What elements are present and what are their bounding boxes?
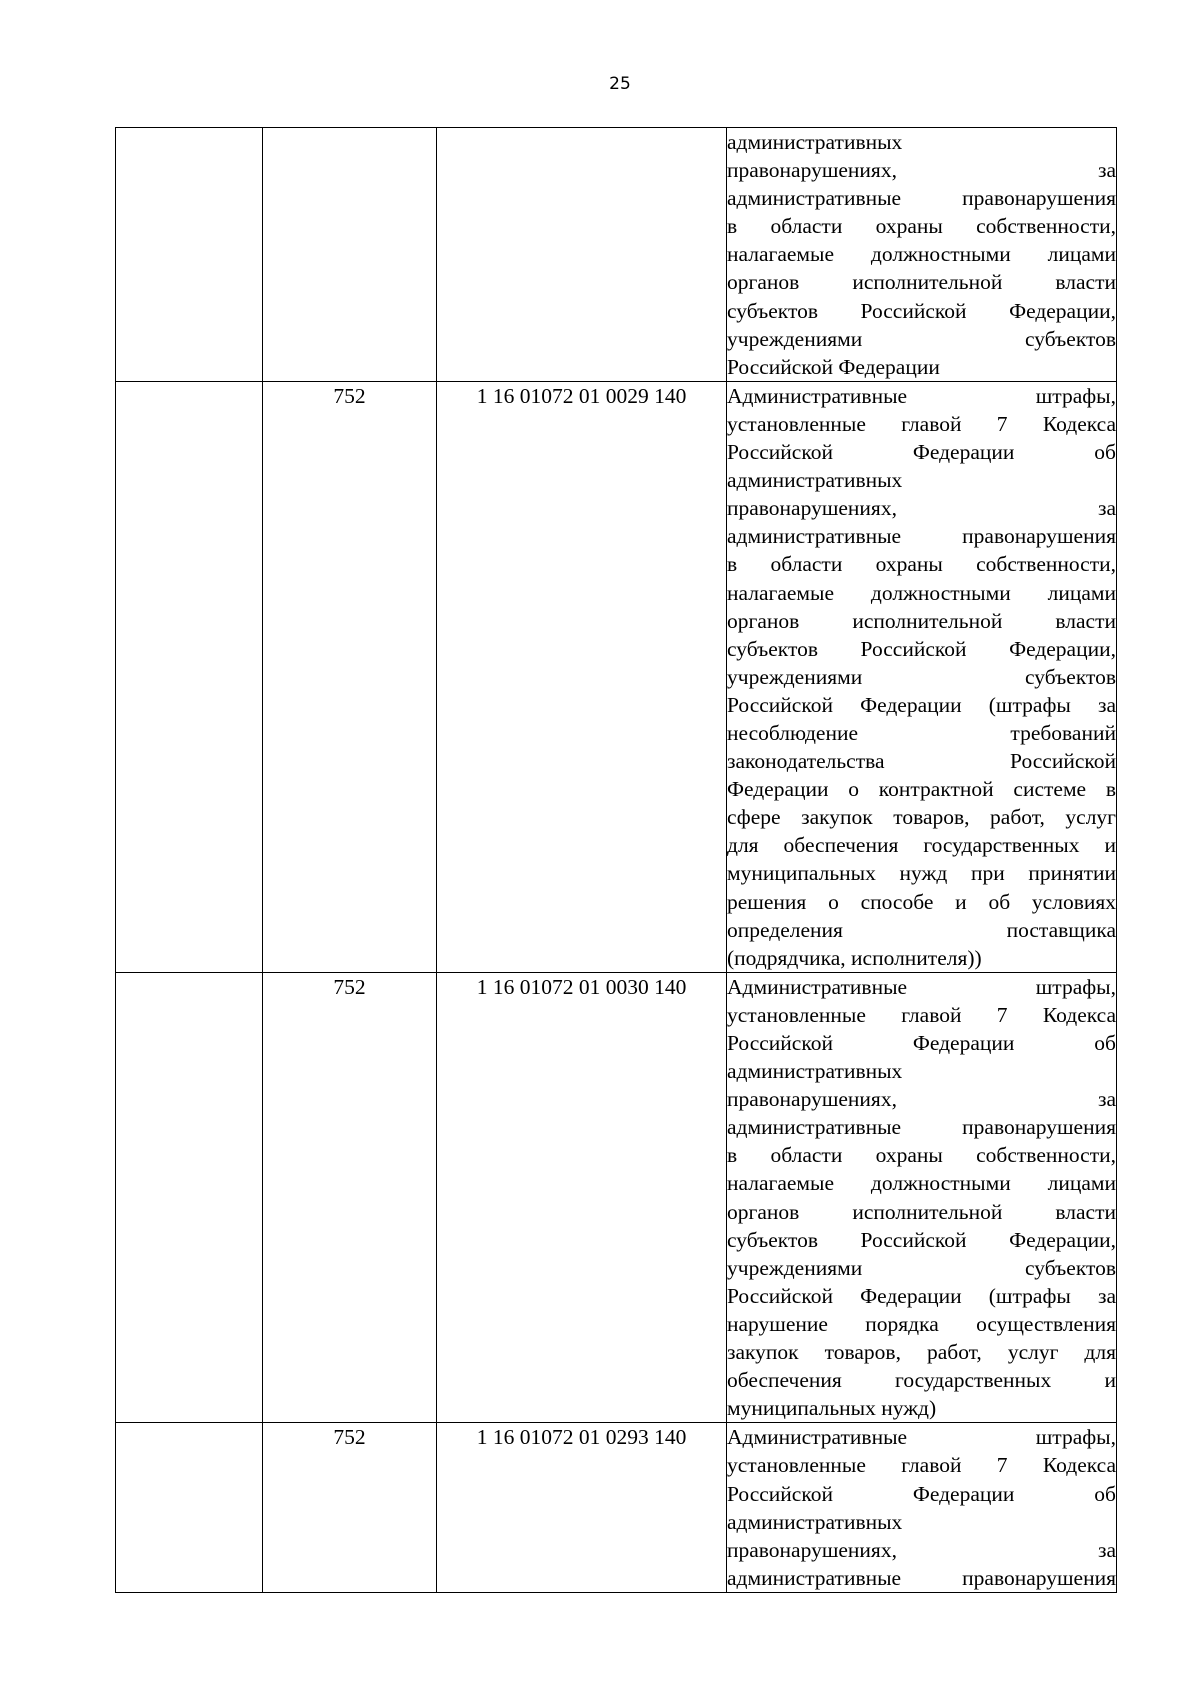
table-row: [116, 381, 1117, 972]
description-line: органов исполнительной власти: [727, 270, 1116, 295]
row-number-cell: [116, 972, 263, 1423]
description-line: Административные штрафы,: [727, 974, 1116, 999]
revenue-codes-table: [115, 127, 1117, 1593]
table-row: [116, 128, 1117, 382]
description-line: Российской Федерации (штрафы за: [727, 1283, 1116, 1308]
description-line: Административные штрафы,: [727, 1425, 1116, 1450]
description-line: правонарушениях, за: [727, 1537, 1116, 1562]
description-line: субъектов Российской Федерации,: [727, 1227, 1116, 1252]
description-line: правонарушениях, за: [727, 496, 1116, 521]
description-line: административных: [727, 1509, 903, 1534]
table-body: [116, 128, 1117, 1593]
description-line: Российской Федерации об: [727, 1481, 1116, 1506]
description-line: сфере закупок товаров, работ, услуг: [727, 805, 1116, 830]
description-line: установленные главой 7 Кодекса: [727, 411, 1116, 436]
description-line: Российской Федерации об: [727, 440, 1116, 465]
description-line: муниципальных нужд): [727, 1396, 937, 1421]
description-line: законодательства Российской: [727, 749, 1116, 774]
description-line: несоблюдение требований: [727, 720, 1116, 745]
description-line: правонарушениях, за: [727, 1087, 1116, 1112]
description-line: установленные главой 7 Кодекса: [727, 1002, 1116, 1027]
description-line: определения поставщика: [727, 917, 1116, 942]
description-line: органов исполнительной власти: [727, 608, 1116, 633]
description-cell: [727, 1423, 1117, 1593]
budget-code-cell: [437, 128, 727, 382]
description-line: налагаемые должностными лицами: [727, 580, 1116, 605]
description-line: Российской Федерации (штрафы за: [727, 692, 1116, 717]
description-line: административные правонарушения: [727, 1115, 1116, 1140]
budget-code-cell: 1 16 01072 01 0293 140: [437, 1423, 727, 1593]
description-line: субъектов Российской Федерации,: [727, 636, 1116, 661]
description-line: для обеспечения государственных и: [727, 833, 1116, 858]
description-line: административные правонарушения: [727, 186, 1116, 211]
description-line: нарушение порядка осуществления: [727, 1311, 1116, 1336]
description-line: в области охраны собственности,: [727, 214, 1116, 239]
description-line: правонарушениях, за: [727, 158, 1116, 183]
description-cell: [727, 381, 1117, 972]
description-line: Российской Федерации об: [727, 1031, 1116, 1055]
description-cell: [727, 128, 1117, 382]
description-line: административные правонарушения: [727, 1565, 1116, 1590]
description-line: административные правонарушения: [727, 524, 1116, 549]
description-line: субъектов Российской Федерации,: [727, 298, 1116, 323]
description-line: налагаемые должностными лицами: [727, 1171, 1116, 1196]
description-line: в области охраны собственности,: [727, 552, 1116, 577]
description-line: закупок товаров, работ, услуг для: [727, 1340, 1116, 1365]
description-line: в области охраны собственности,: [727, 1143, 1116, 1168]
description-line: налагаемые должностными лицами: [727, 242, 1116, 267]
description-cell: [727, 972, 1117, 1423]
table-row: [116, 972, 1117, 1423]
row-number-cell: [116, 1423, 263, 1593]
description-line: решения о способе и об условиях: [727, 889, 1116, 914]
admin-code-cell: 752: [263, 381, 437, 972]
page-number: 25: [609, 74, 631, 94]
description-line: учреждениями субъектов: [727, 664, 1116, 689]
description-line: административных: [727, 130, 903, 154]
description-line: учреждениями субъектов: [727, 1255, 1116, 1280]
row-number-cell: [116, 128, 263, 382]
admin-code-cell: 752: [263, 1423, 437, 1593]
description-line: Российской Федерации: [727, 354, 940, 379]
description-line: установленные главой 7 Кодекса: [727, 1453, 1116, 1478]
description-line: органов исполнительной власти: [727, 1199, 1116, 1224]
description-line: административных: [727, 468, 903, 493]
budget-code-cell: 1 16 01072 01 0029 140: [437, 381, 727, 972]
row-number-cell: [116, 381, 263, 972]
admin-code-cell: 752: [263, 972, 437, 1423]
description-line: обеспечения государственных и: [727, 1368, 1116, 1393]
description-line: Административные штрафы,: [727, 383, 1116, 408]
description-line: (подрядчика, исполнителя)): [727, 945, 982, 970]
description-line: муниципальных нужд при принятии: [727, 861, 1116, 886]
budget-code-cell: 1 16 01072 01 0030 140: [437, 972, 727, 1423]
admin-code-cell: [263, 128, 437, 382]
description-line: учреждениями субъектов: [727, 326, 1116, 351]
description-line: Федерации о контрактной системе в: [727, 777, 1116, 802]
table-row: [116, 1423, 1117, 1593]
description-line: административных: [727, 1059, 903, 1084]
